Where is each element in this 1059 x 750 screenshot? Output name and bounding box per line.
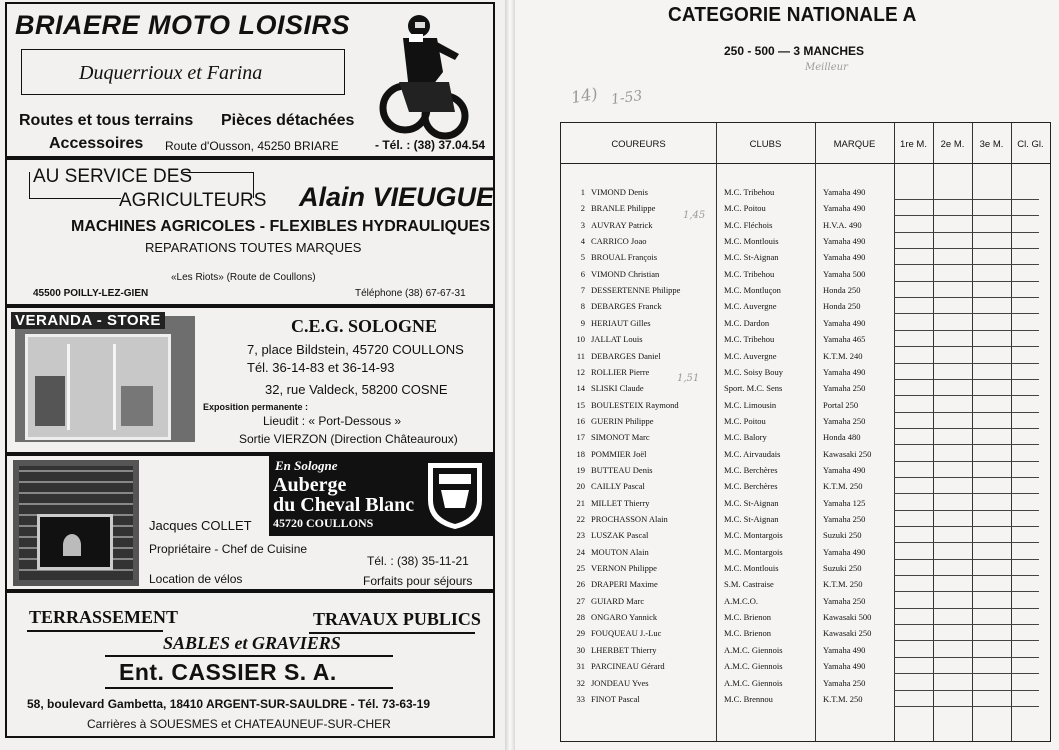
row-score-line — [894, 510, 1039, 511]
row-club: M.C. Brienon — [724, 628, 771, 639]
row-number: 2 — [580, 203, 585, 214]
row-score-line — [894, 690, 1039, 691]
row-number: 14 — [576, 383, 585, 394]
results-subtitle: 250 - 500 — 3 MANCHES — [724, 44, 865, 58]
pencil-note-3: 1,45 — [683, 210, 706, 221]
row-club: M.C. Montargois — [724, 546, 783, 557]
row-brand: Yamaha 500 — [823, 268, 866, 279]
row-club: A.M.C. Giennois — [724, 677, 783, 688]
ad5-sables: SABLES et GRAVIERS — [163, 633, 341, 653]
row-score-line — [894, 444, 1039, 445]
row-brand: Kawasaki 250 — [823, 448, 872, 459]
row-number: 19 — [576, 464, 585, 475]
row-score-line — [894, 199, 1039, 200]
fireplace-illustration — [13, 460, 139, 586]
ad1-names: Duquerrioux et Farina — [79, 62, 263, 84]
row-score-line — [894, 330, 1039, 331]
row-rider: PARCINEAU Gérard — [591, 661, 665, 672]
row-rider: FINOT Pascal — [591, 693, 640, 704]
row-club: M.C. Auvergne — [724, 350, 777, 361]
veranda-photo — [15, 316, 195, 442]
page-gutter — [505, 0, 515, 750]
ad-briare-moto — [5, 2, 495, 158]
row-number: 9 — [580, 317, 585, 328]
ad4-forfaits: Forfaits pour séjours — [363, 574, 473, 588]
ad4-en-sologne: En Sologne — [275, 458, 338, 473]
row-score-line — [894, 232, 1039, 233]
row-brand: Suzuki 250 — [823, 563, 862, 574]
row-club: A.M.C.O. — [724, 595, 759, 606]
row-score-line — [894, 591, 1039, 592]
row-club: M.C. Poitou — [724, 415, 766, 426]
row-number: 29 — [576, 628, 585, 639]
row-rider: SIMONOT Marc — [591, 432, 650, 443]
row-club: Sport. M.C. Sens — [724, 383, 783, 394]
row-rider: HERIAUT Gilles — [591, 317, 651, 328]
row-rider: LUSZAK Pascal — [591, 530, 649, 541]
ad3-tel: Tél. 36-14-83 et 36-14-93 — [247, 360, 395, 375]
row-rider: MILLET Thierry — [591, 497, 650, 508]
row-club: M.C. Auvergne — [724, 301, 777, 312]
ad5-address: 58, boulevard Gambetta, 18410 ARGENT-SUR-SAULDRE - Tél. 73-63-19 — [27, 697, 431, 711]
row-number: 23 — [576, 530, 585, 541]
ad1-line1a: Routes et tous terrains — [19, 112, 194, 129]
ad4-location: Location de vélos — [149, 572, 243, 586]
row-score-line — [894, 264, 1039, 265]
ad-cheval-blanc — [5, 454, 495, 591]
row-club: M.C. Tribehou — [724, 334, 775, 345]
row-brand: Yamaha 490 — [823, 366, 866, 377]
ad4-cheval: du Cheval Blanc — [273, 494, 415, 516]
row-score-line — [894, 281, 1039, 282]
ad-vieugue — [5, 158, 495, 306]
row-brand: Yamaha 125 — [823, 497, 866, 508]
row-brand: K.T.M. 240 — [823, 350, 863, 361]
ad2-machines: MACHINES AGRICOLES - FLEXIBLES HYDRAULIQUES — [71, 218, 490, 235]
row-club: M.C. Montluçon — [724, 285, 781, 296]
pencil-note-4: 1,51 — [677, 373, 700, 384]
row-number: 25 — [576, 563, 585, 574]
row-rider: MOUTON Alain — [591, 546, 649, 557]
ad1-accessoires: Accessoires — [49, 135, 144, 152]
row-rider: SLISKI Claude — [591, 383, 644, 394]
row-club: M.C. St-Aignan — [724, 497, 779, 508]
ad3-sortie: Sortie VIERZON (Direction Châteauroux) — [239, 432, 458, 446]
ad5-rule-1 — [27, 630, 163, 632]
row-brand: Honda 480 — [823, 432, 861, 443]
header-manche-3: 3e M. — [979, 139, 1004, 150]
row-number: 24 — [576, 546, 585, 557]
row-rider: DESSERTENNE Philippe — [591, 285, 681, 296]
ad4-tel: Tél. : (38) 35-11-21 — [367, 554, 469, 568]
row-rider: DEBARGES Franck — [591, 301, 662, 312]
coat-of-arms-icon — [425, 460, 485, 530]
row-rider: BRANLE Philippe — [591, 203, 656, 214]
row-rider: JALLAT Louis — [591, 334, 643, 345]
row-brand: Yamaha 250 — [823, 595, 866, 606]
row-brand: Yamaha 250 — [823, 514, 866, 524]
row-score-line — [894, 248, 1039, 249]
ad5-travaux: TRAVAUX PUBLICS — [313, 609, 481, 629]
row-number: 17 — [576, 432, 585, 443]
row-rider: PROCHASSON Alain — [591, 514, 668, 524]
ad-ceg-sologne — [5, 306, 495, 454]
row-score-line — [894, 215, 1039, 216]
row-score-line — [894, 542, 1039, 543]
row-rider: GUERIN Philippe — [591, 415, 654, 426]
header-classement: Cl. Gl. — [1017, 139, 1044, 150]
row-club: M.C. St-Aignan — [724, 514, 779, 524]
row-brand: Yamaha 490 — [823, 252, 866, 263]
header-marque: MARQUE — [833, 139, 876, 150]
row-score-line — [894, 461, 1039, 462]
row-number: 30 — [576, 644, 585, 655]
row-club: A.M.C. Giennois — [724, 644, 783, 655]
row-brand: Portal 250 — [823, 399, 859, 410]
row-score-line — [894, 706, 1039, 707]
row-score-line — [894, 346, 1039, 347]
row-score-line — [894, 559, 1039, 560]
ad4-auberge: Auberge — [273, 474, 347, 496]
results-title: CATEGORIE NATIONALE A — [668, 4, 917, 26]
ad2-lieu: «Les Riots» (Route de Coullons) — [171, 272, 316, 283]
row-rider: VERNON Philippe — [591, 563, 657, 574]
row-number: 22 — [576, 514, 585, 524]
ad5-terrassement: TERRASSEMENT — [29, 607, 179, 627]
row-brand: Yamaha 490 — [823, 317, 866, 328]
row-brand: Suzuki 250 — [823, 530, 862, 541]
row-score-line — [894, 608, 1039, 609]
row-club: M.C. Berchères — [724, 464, 778, 475]
row-club: M.C. Poitou — [724, 203, 766, 214]
row-rider: DRAPERI Maxime — [591, 579, 658, 590]
row-brand: Yamaha 490 — [823, 464, 866, 475]
row-number: 8 — [580, 301, 585, 312]
row-number: 33 — [576, 693, 585, 704]
row-club: S.M. Castraise — [724, 579, 774, 590]
row-brand: K.T.M. 250 — [823, 693, 863, 704]
row-rider: BROUAL François — [591, 252, 658, 263]
row-score-line — [894, 640, 1039, 641]
row-score-line — [894, 673, 1039, 674]
row-club: M.C. Tribehou — [724, 268, 775, 279]
ad3-company: C.E.G. SOLOGNE — [291, 316, 438, 336]
row-club: M.C. Tribehou — [724, 187, 775, 197]
ad2-rule-4 — [29, 172, 30, 198]
row-brand: Yamaha 250 — [823, 415, 866, 426]
row-rider: DEBARGES Daniel — [591, 350, 661, 361]
row-rider: LHERBET Thierry — [591, 644, 657, 655]
row-brand: Yamaha 490 — [823, 661, 866, 672]
row-club: M.C. Montlouis — [724, 236, 779, 247]
row-brand: Honda 250 — [823, 301, 861, 312]
pencil-note-5: 14) — [569, 83, 600, 108]
row-number: 28 — [576, 612, 585, 623]
pencil-note-1: 1-53 — [610, 87, 644, 109]
row-rider: BUTTEAU Denis — [591, 464, 653, 475]
ad1-title: BRIAERE MOTO LOISIRS — [15, 10, 351, 40]
row-brand: H.V.A. 490 — [823, 219, 862, 230]
row-score-line — [894, 477, 1039, 478]
row-rider: VIMOND Christian — [591, 268, 660, 279]
ad2-rule-1 — [183, 172, 253, 173]
row-score-line — [894, 379, 1039, 380]
row-number: 10 — [576, 334, 585, 345]
row-rider: ROLLIER Pierre — [591, 366, 650, 377]
row-rider: CARRICO Joao — [591, 236, 647, 247]
header-coureurs: COUREURS — [611, 139, 666, 150]
row-number: 18 — [576, 448, 585, 459]
ad2-name: Alain VIEUGUE — [299, 182, 495, 212]
row-score-line — [894, 575, 1039, 576]
row-club: M.C. Limousin — [724, 399, 777, 410]
ad3-addr1: 7, place Bildstein, 45720 COULLONS — [247, 342, 464, 357]
row-rider: POMMIER Joël — [591, 448, 647, 459]
results-table — [560, 122, 1051, 742]
header-rule — [561, 163, 1050, 164]
row-brand: Yamaha 490 — [823, 203, 866, 214]
row-club: M.C. Montlouis — [724, 563, 779, 574]
ad2-rule-2 — [29, 198, 121, 199]
row-number: 31 — [576, 661, 585, 672]
row-number: 7 — [580, 285, 585, 296]
ad1-line1b: Pièces détachées — [221, 112, 355, 129]
ad5-company: Ent. CASSIER S. A. — [119, 659, 337, 685]
ad2-au-service: AU SERVICE DES — [33, 166, 193, 187]
row-number: 5 — [580, 252, 585, 263]
ad2-agriculteurs: AGRICULTEURS — [119, 190, 267, 211]
col-divider-1 — [716, 123, 717, 741]
row-score-line — [894, 412, 1039, 413]
ad2-reparations: REPARATIONS TOUTES MARQUES — [145, 240, 362, 255]
row-number: 15 — [576, 399, 585, 410]
ad4-owner: Jacques COLLET — [149, 518, 252, 533]
row-club: M.C. Soisy Bouy — [724, 366, 784, 377]
row-rider: JONDEAU Yves — [591, 677, 649, 688]
ad5-carrieres: Carrières à SOUESMES et CHATEAUNEUF-SUR-CHER — [87, 717, 391, 731]
row-brand: K.T.M. 250 — [823, 579, 863, 590]
ad3-expo: Exposition permanente : — [203, 402, 309, 412]
row-score-line — [894, 493, 1039, 494]
row-score-line — [894, 363, 1039, 364]
ad1-tel: - Tél. : (38) 37.04.54 — [375, 138, 486, 152]
row-rider: GUIARD Marc — [591, 595, 645, 606]
ad4-coullons: 45720 COULLONS — [273, 516, 374, 530]
row-club: M.C. Montargois — [724, 530, 783, 541]
row-brand: Kawasaki 500 — [823, 612, 872, 623]
row-club: M.C. Berchères — [724, 481, 778, 492]
row-club: M.C. Fléchois — [724, 219, 773, 230]
row-brand: Kawasaki 250 — [823, 628, 872, 639]
row-number: 27 — [576, 595, 585, 606]
row-club: M.C. Dardon — [724, 317, 770, 328]
row-score-line — [894, 395, 1039, 396]
row-rider: BOULESTEIX Raymond — [591, 399, 679, 410]
row-brand: Yamaha 490 — [823, 236, 866, 247]
ad2-tel: Téléphone (38) 67-67-31 — [355, 288, 466, 299]
ad-cassier — [5, 591, 495, 738]
row-rider: CAILLY Pascal — [591, 481, 645, 492]
row-brand: K.T.M. 250 — [823, 481, 863, 492]
row-brand: Yamaha 465 — [823, 334, 866, 345]
ad3-addr2: 32, rue Valdeck, 58200 COSNE — [265, 382, 448, 397]
row-number: 4 — [580, 236, 585, 247]
motorcycle-rider-icon — [379, 12, 469, 140]
row-score-line — [894, 313, 1039, 314]
ad1-address: Route d'Ousson, 45250 BRIARE — [165, 139, 339, 153]
header-manche-2: 2e M. — [940, 139, 965, 150]
ad4-role: Propriétaire - Chef de Cuisine — [149, 542, 308, 556]
row-brand: Yamaha 250 — [823, 677, 866, 688]
row-club: M.C. St-Aignan — [724, 252, 779, 263]
row-number: 1 — [580, 187, 585, 197]
row-club: M.C. Brienon — [724, 612, 771, 623]
row-number: 21 — [576, 497, 585, 508]
row-club: M.C. Balory — [724, 432, 767, 443]
row-number: 26 — [576, 579, 585, 590]
row-rider: VIMOND Denis — [591, 187, 648, 197]
row-score-line — [894, 624, 1039, 625]
col-divider-2 — [815, 123, 816, 741]
row-score-line — [894, 526, 1039, 527]
row-score-line — [894, 297, 1039, 298]
ad2-ville: 45500 POILLY-LEZ-GIEN — [33, 288, 149, 299]
row-score-line — [894, 428, 1039, 429]
row-club: A.M.C. Giennois — [724, 661, 783, 672]
row-rider: ONGARO Yannick — [591, 612, 658, 623]
row-club: M.C. Airvaudais — [724, 448, 781, 459]
ad3-lieudit: Lieudit : « Port-Dessous » — [263, 414, 402, 428]
row-brand: Yamaha 490 — [823, 644, 866, 655]
row-number: 3 — [580, 219, 585, 230]
header-manche-1: 1re M. — [900, 139, 927, 150]
row-number: 6 — [580, 268, 585, 279]
header-clubs: CLUBS — [749, 139, 782, 150]
left-page — [0, 0, 505, 750]
row-number: 20 — [576, 481, 585, 492]
pencil-note-2: Meilleur — [805, 62, 848, 73]
row-brand: Yamaha 490 — [823, 546, 866, 557]
row-club: M.C. Brennou — [724, 693, 773, 704]
row-brand: Yamaha 250 — [823, 383, 866, 394]
row-rider: FOUQUEAU J.-Luc — [591, 628, 662, 639]
row-number: 12 — [576, 366, 585, 377]
row-brand: Honda 250 — [823, 285, 861, 296]
row-score-line — [894, 657, 1039, 658]
row-brand: Yamaha 490 — [823, 187, 866, 197]
ad3-veranda: VERANDA - STORE — [11, 312, 165, 329]
row-number: 11 — [576, 350, 585, 361]
row-rider: AUVRAY Patrick — [591, 219, 653, 230]
row-number: 32 — [576, 677, 585, 688]
right-page — [515, 0, 1059, 750]
row-number: 16 — [576, 415, 585, 426]
